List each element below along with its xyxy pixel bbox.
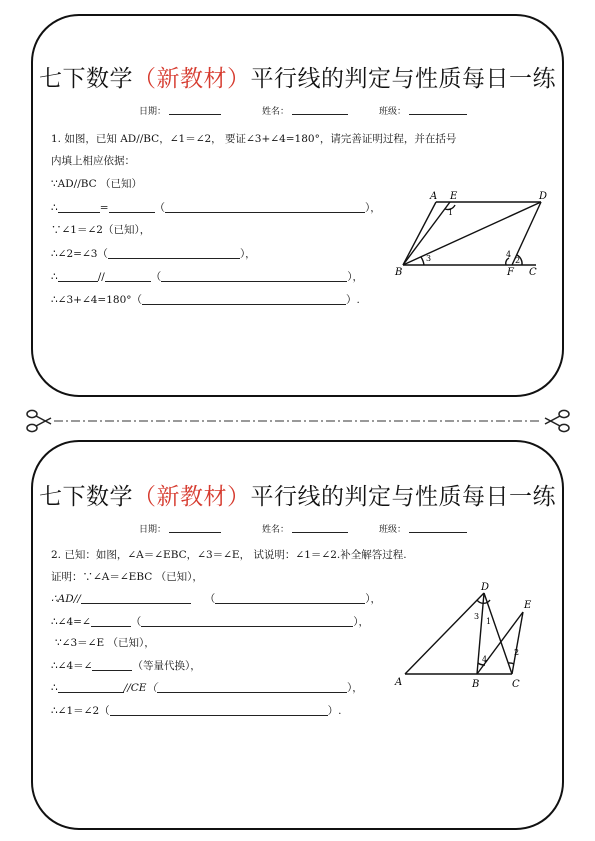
blank[interactable] (109, 202, 155, 213)
title-highlight: 新教材 (156, 66, 227, 92)
reason-blank[interactable] (161, 271, 347, 282)
label-E: E (524, 600, 532, 611)
step-text: ）， (365, 593, 382, 605)
label-F: F (507, 267, 514, 278)
date-field[interactable] (139, 522, 221, 535)
label-D: D (539, 191, 548, 202)
angle-label-4: 4 (506, 250, 512, 259)
q1-line1: 1. 如图，已知 AD//BC，∠1＝∠2， 要证∠3+∠4=180°，请完善证明过程，并在括号 (51, 133, 457, 145)
step-text: ∴∠3+∠4=180°（ (51, 294, 143, 306)
reason-blank[interactable] (110, 705, 328, 716)
date-label: 日期： (139, 525, 167, 535)
exercise-card-1 (31, 14, 564, 397)
cut-line (24, 408, 572, 434)
q2-line1: 2. 已知：如图，∠A＝∠EBC，∠3＝∠E， 试说明：∠1＝∠2.补全解答过程. (51, 549, 407, 561)
label-A: A (395, 677, 403, 688)
title-lparen: （ (133, 484, 157, 510)
title-prefix: 七下数学 (39, 484, 133, 510)
reason-blank[interactable] (157, 682, 347, 693)
name-blank[interactable] (292, 532, 348, 533)
angle-label-3: 3 (426, 254, 432, 263)
exercise-card-2 (31, 440, 564, 830)
blank[interactable] (91, 616, 131, 627)
label-D: D (481, 582, 490, 593)
step-text: （ (130, 616, 142, 628)
scissors-icon (545, 410, 569, 431)
step-text: = (99, 202, 109, 214)
step-text: ∴AD// (51, 593, 81, 605)
blank[interactable] (58, 682, 124, 693)
q1-step1: ∵AD//BC （已知） (51, 178, 143, 190)
reason-blank[interactable] (215, 593, 365, 604)
scissors-icon (27, 410, 51, 431)
step-text: ）， (353, 616, 370, 628)
step-text: ∴∠1＝∠2（ (51, 705, 110, 717)
step-text: （等量代换）， (132, 660, 201, 672)
label-C: C (529, 267, 537, 278)
step-text: ）. (346, 294, 360, 306)
q2-step6 (51, 682, 363, 694)
q2-step7 (51, 705, 341, 717)
title-lparen: （ (133, 66, 157, 92)
title-highlight: 新教材 (156, 484, 227, 510)
q1-step4 (51, 248, 256, 260)
q2-step1: 证明：∵∠A＝∠EBC （已知）， (51, 571, 203, 583)
angle-label-3: 3 (474, 612, 480, 621)
blank[interactable] (58, 271, 98, 282)
class-label: 班级： (379, 525, 407, 535)
reason-blank[interactable] (108, 248, 240, 259)
step-text: ）. (327, 705, 342, 717)
class-label: 班级： (379, 107, 407, 117)
step-text: ）， (347, 271, 364, 283)
label-C: C (512, 679, 520, 690)
triangle-figure (393, 582, 563, 692)
angle-label-4: 4 (482, 655, 488, 664)
title-rparen: ） (227, 66, 251, 92)
blank[interactable] (105, 271, 151, 282)
label-B: B (395, 267, 403, 278)
step-text: （ (154, 202, 165, 214)
date-field[interactable] (139, 104, 221, 117)
step-text: ∴∠2=∠3（ (51, 248, 108, 260)
label-A: A (430, 191, 438, 202)
title-suffix: 平行线的判定与性质每日一练 (250, 66, 556, 92)
q1-line2: 内填上相应依据： (51, 155, 135, 167)
q1-step6 (51, 294, 360, 306)
name-label: 姓名： (262, 107, 290, 117)
q1-step5 (51, 271, 363, 283)
label-B: B (472, 679, 480, 690)
step-text: （ (150, 271, 162, 283)
step-text: ∴∠4＝∠ (51, 660, 93, 672)
q1-step3: ∵∠1＝∠2（已知）， (51, 224, 151, 236)
class-field[interactable] (379, 104, 467, 117)
step-text: // (97, 271, 105, 283)
label-E: E (450, 191, 458, 202)
date-label: 日期： (139, 107, 167, 117)
date-blank[interactable] (169, 532, 221, 533)
name-field[interactable] (262, 522, 348, 535)
card-title (33, 60, 562, 93)
step-prefix: ∴ (51, 271, 58, 283)
class-field[interactable] (379, 522, 467, 535)
date-blank[interactable] (169, 114, 221, 115)
step-text: ）， (365, 202, 381, 214)
step-prefix: ∴ (51, 202, 58, 214)
reason-blank[interactable] (142, 294, 346, 305)
q2-step2 (51, 593, 381, 605)
reason-blank[interactable] (141, 616, 353, 627)
step-text: ）， (346, 682, 363, 694)
title-rparen: ） (227, 484, 251, 510)
step-text: ∴∠4=∠ (51, 616, 91, 628)
q2-step5 (51, 660, 201, 672)
class-blank[interactable] (409, 532, 467, 533)
step-text: （ (204, 593, 216, 605)
blank[interactable] (58, 202, 100, 213)
blank[interactable] (92, 660, 132, 671)
step-text: ∴ (51, 682, 58, 694)
reason-blank[interactable] (165, 202, 365, 213)
angle-label-1: 1 (486, 617, 492, 626)
step-text: ）， (239, 248, 256, 260)
blank[interactable] (81, 593, 191, 604)
q2-step3 (51, 616, 369, 628)
class-blank[interactable] (409, 114, 467, 115)
name-label: 姓名： (262, 525, 290, 535)
name-field[interactable] (262, 104, 348, 117)
angle-label-2: 2 (514, 648, 520, 657)
name-blank[interactable] (292, 114, 348, 115)
angle-label-1: 1 (448, 208, 454, 217)
title-prefix: 七下数学 (39, 66, 133, 92)
angle-label-2: 2 (515, 256, 521, 265)
title-suffix: 平行线的判定与性质每日一练 (250, 484, 556, 510)
parallelogram-figure (393, 191, 563, 286)
card-title (33, 478, 562, 511)
step-text: //CE（ (123, 682, 157, 694)
q2-step4: ∵∠3＝∠E （已知）， (55, 637, 155, 649)
q1-step2 (51, 202, 381, 214)
